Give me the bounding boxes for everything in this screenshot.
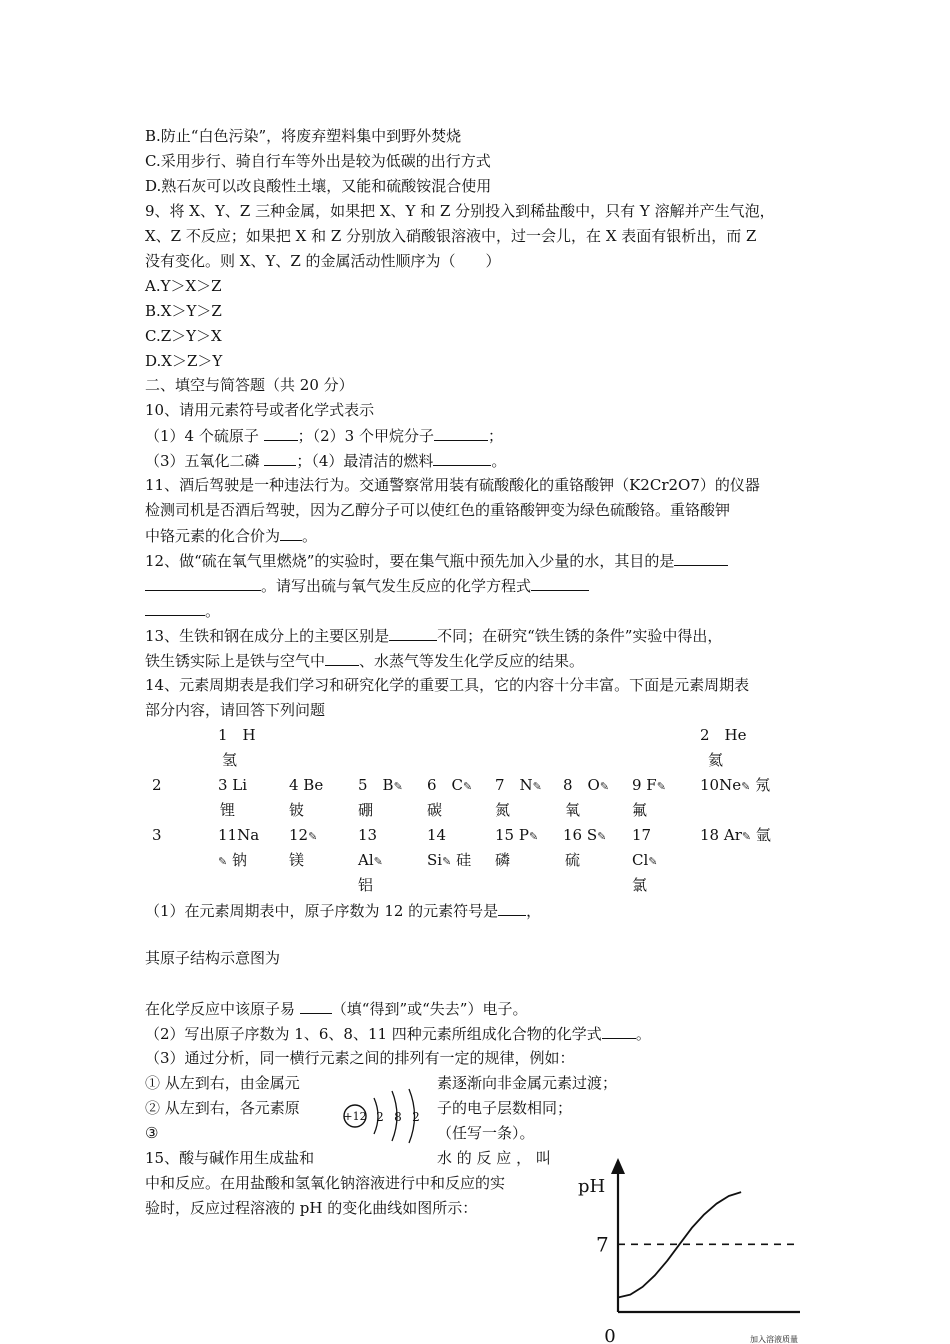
placeholder-glyph-icon: ✎ — [442, 855, 452, 868]
q10-part-6: 。 — [491, 452, 507, 470]
q14-sub1-part-2: ， — [526, 902, 542, 920]
pt-ar-name: 氩 — [755, 826, 771, 844]
pt-f — [632, 775, 671, 797]
pt-ne — [700, 775, 770, 797]
pt-cl-symbol — [632, 850, 662, 872]
answer-blank[interactable] — [280, 525, 302, 541]
placeholder-glyph-icon: ✎ — [656, 780, 666, 793]
pt-period-3: 3 — [152, 826, 162, 844]
pt-o — [563, 775, 614, 797]
rule-3-left: ③ — [145, 1124, 159, 1142]
q10-part-2: ；（2）3 个甲烷分子 — [297, 427, 434, 445]
q9-option-a: A.Y＞X＞Z — [145, 277, 222, 295]
q15-line-2: 中和反应。在用盐酸和氢氧化钠溶液进行中和反应的实 — [145, 1174, 506, 1192]
pt-ne-label: 10Ne — [700, 776, 742, 794]
q14-sub3-line: （3）通过分析，同一横行元素之间的排列有一定的规律，例如： — [145, 1049, 575, 1067]
rule-2-right: 子的电子层数相同； — [437, 1099, 573, 1117]
answer-blank[interactable] — [531, 575, 589, 591]
q13-part-2: 不同；在研究“铁生锈的条件”实验中得出， — [437, 627, 723, 645]
pt-n-label: 7 N — [495, 776, 533, 794]
q11-part-2: 。 — [302, 527, 318, 545]
chart-layer — [578, 1158, 800, 1344]
q10-stem: 10、请用元素符号或者化学式表示 — [145, 401, 375, 419]
pt-c-label: 6 C — [427, 776, 464, 794]
pt-n — [495, 775, 547, 797]
pt-h-number: 1 H — [218, 726, 256, 744]
pt-mg — [289, 825, 322, 847]
q13-line-2 — [145, 650, 584, 671]
pt-na: 11Na — [218, 826, 260, 844]
placeholder-glyph-icon: ✎ — [373, 855, 383, 868]
q14-electron-part-2: （填“得到”或“失去”）电子。 — [331, 1000, 528, 1018]
option-c-line: C.采用步行、骑自行车等外出是较为低碳的出行方式 — [145, 152, 491, 170]
ph-curve-chart — [570, 1150, 800, 1344]
pt-p — [495, 825, 543, 847]
pt-mg-label: 12 — [289, 826, 309, 844]
q14-sub2-part-2: 。 — [635, 1025, 651, 1043]
rule-3-right: （任写一条）。 — [437, 1124, 535, 1142]
mg-atom-structure-diagram — [340, 1083, 432, 1145]
y-axis-arrow-icon — [611, 1158, 625, 1174]
q12-line-3 — [145, 600, 220, 621]
q14-electron-part-1: 在化学反应中该原子易 — [145, 1000, 300, 1018]
pt-f-name: 氟 — [632, 801, 648, 819]
answer-blank[interactable] — [300, 998, 332, 1014]
pt-be-name: 铍 — [289, 801, 305, 819]
q10-part-1: （1）4 个硫原子 — [145, 427, 264, 445]
pt-s-label: 16 S — [563, 826, 598, 844]
placeholder-glyph-icon: ✎ — [597, 830, 607, 843]
pt-ar-label: 18 Ar — [700, 826, 742, 844]
pt-f-label: 9 F — [632, 776, 657, 794]
pt-cl-name: 氯 — [632, 876, 648, 894]
q12-part-2: 。请写出硫与氧气发生反应的化学方程式 — [261, 577, 532, 595]
q15-line-3: 验时，反应过程溶液的 pH 的变化曲线如图所示： — [145, 1199, 478, 1217]
q13-line-1 — [145, 625, 722, 646]
origin-label: 0 — [604, 1326, 616, 1344]
q11-line-1: 11、酒后驾驶是一种违法行为。交通警察常用装有硫酸酸化的重铬酸钾（K2Cr2O7）的仪器 — [145, 476, 760, 494]
rule-2-left: ② 从左到右，各元素原 — [145, 1099, 300, 1117]
rule-1-right: 素逐渐向非金属元素过渡； — [437, 1074, 618, 1092]
section-2-heading: 二、填空与简答题（共 20 分） — [145, 376, 354, 394]
shell-3-count: 2 — [412, 1110, 420, 1124]
x-axis-label: 加入溶液质量 — [750, 1335, 798, 1344]
answer-blank[interactable] — [389, 625, 437, 641]
q9-option-b: B.X＞Y＞Z — [145, 302, 222, 320]
answer-blank[interactable] — [434, 425, 488, 441]
pt-cl: 17 — [632, 826, 652, 844]
option-b-line: B.防止“白色污染”，将废弃塑料集中到野外焚烧 — [145, 127, 462, 145]
pt-period-2: 2 — [152, 776, 162, 794]
pt-o-name: 氧 — [565, 801, 581, 819]
pt-be: 4 Be — [289, 776, 324, 794]
q14-sub1-part-1: （1）在元素周期表中，原子序数为 12 的元素符号是 — [145, 902, 499, 920]
q9-line-2: X、Z 不反应；如果把 X 和 Z 分别放入硝酸银溶液中，过一会儿，在 X 表面有银析出，而 Z — [145, 227, 757, 245]
q10-part-3: ； — [487, 427, 503, 445]
pt-li-name: 锂 — [220, 801, 236, 819]
placeholder-glyph-icon: ✎ — [648, 855, 658, 868]
q13-part-4: 、水蒸气等发生化学反应的结果。 — [359, 652, 585, 670]
ph-7-tick-label: 7 — [596, 1232, 609, 1257]
pt-cl-symbol-text: Cl — [632, 851, 649, 869]
placeholder-glyph-icon: ✎ — [218, 855, 228, 868]
placeholder-glyph-icon: ✎ — [599, 780, 610, 793]
pt-he-number: 2 He — [700, 726, 747, 744]
pt-si-name: 硅 — [456, 851, 472, 869]
pt-p-label: 15 P — [495, 826, 529, 844]
q14-structure-line: 其原子结构示意图为 — [145, 949, 281, 967]
q11-part-1: 中铬元素的化合价为 — [145, 527, 281, 545]
answer-blank[interactable] — [674, 550, 728, 566]
q11-line-3 — [145, 525, 317, 546]
pt-si: 14 — [427, 826, 447, 844]
q9-line-1: 9、将 X、Y、Z 三种金属，如果把 X、Y 和 Z 分别投入到稀盐酸中，只有 Y 溶解并产生气泡， — [145, 202, 775, 220]
pt-c-name: 碳 — [427, 801, 443, 819]
q15-line-1-right: 水 的 反 应 ， 叫 — [437, 1149, 551, 1167]
placeholder-glyph-icon: ✎ — [741, 830, 752, 843]
answer-blank[interactable] — [433, 450, 491, 466]
q14-line-1: 14、元素周期表是我们学习和研究化学的重要工具，它的内容十分丰富。下面是元素周期表 — [145, 676, 750, 694]
pt-o-label: 8 O — [563, 776, 600, 794]
pt-s — [563, 825, 611, 847]
q9-option-d: D.X＞Z＞Y — [145, 352, 223, 370]
q12-part-1: 12、做“硫在氧气里燃烧”的实验时，要在集气瓶中预先加入少量的水，其目的是 — [145, 552, 675, 570]
pt-na-name-text: 钠 — [232, 851, 248, 869]
shell-1-count: 2 — [376, 1110, 384, 1124]
pt-he-name: 氦 — [708, 751, 724, 769]
nucleus-charge: +12 — [343, 1110, 367, 1123]
answer-blank[interactable] — [264, 425, 298, 441]
q10-part-5: ；（4）最清洁的燃料 — [296, 452, 434, 470]
pt-ne-name: 氖 — [755, 776, 771, 794]
q14-sub1-line — [145, 900, 541, 921]
pt-b-name: 硼 — [358, 801, 374, 819]
pt-b-label: 5 B — [358, 776, 394, 794]
answer-blank[interactable] — [325, 650, 359, 666]
answer-blank[interactable] — [145, 575, 261, 591]
pt-p-name: 磷 — [495, 851, 511, 869]
pt-n-name: 氮 — [495, 801, 511, 819]
q13-part-3: 铁生锈实际上是铁与空气中 — [145, 652, 326, 670]
placeholder-glyph-icon: ✎ — [741, 780, 751, 793]
q14-line-2: 部分内容，请回答下列问题 — [145, 701, 326, 719]
q12-line-2 — [145, 575, 589, 596]
pt-al-symbol — [358, 850, 388, 872]
placeholder-glyph-icon: ✎ — [532, 780, 542, 793]
y-axis-label: pH — [578, 1176, 606, 1197]
answer-blank[interactable] — [264, 450, 296, 466]
pt-na-name — [218, 850, 247, 872]
pt-al: 13 — [358, 826, 378, 844]
pt-h-name: 氢 — [222, 751, 238, 769]
shell-2-count: 8 — [394, 1110, 402, 1124]
placeholder-glyph-icon: ✎ — [308, 830, 318, 843]
pt-si-symbol-text: Si — [427, 851, 443, 869]
answer-blank[interactable] — [498, 900, 526, 916]
pt-ar — [700, 825, 771, 847]
q11-line-2: 检测司机是否酒后驾驶，因为乙醇分子可以使红色的重铬酸钾变为绿色硫酸铬。重铬酸钾 — [145, 501, 731, 519]
pt-li: 3 Li — [218, 776, 248, 794]
q12-line-1 — [145, 550, 728, 571]
placeholder-glyph-icon: ✎ — [463, 780, 473, 793]
pt-b — [358, 775, 408, 797]
q14-sub2-part-1: （2）写出原子序数为 1、6、8、11 四种元素所组成化合物的化学式 — [145, 1025, 602, 1043]
option-d-line: D.熟石灰可以改良酸性土壤，又能和硫酸铵混合使用 — [145, 177, 492, 195]
q10-line-2 — [145, 450, 506, 471]
placeholder-glyph-icon: ✎ — [393, 780, 403, 793]
pt-c — [427, 775, 477, 797]
answer-blank[interactable] — [145, 600, 205, 616]
q9-line-3: 没有变化。则 X、Y、Z 的金属活动性顺序为（ ） — [145, 252, 501, 270]
q14-electron-line — [145, 998, 527, 1019]
pt-si-symbol — [427, 850, 471, 872]
pt-al-symbol-text: Al — [358, 851, 374, 869]
rule-1-left: ① 从左到右，由金属元 — [145, 1074, 300, 1092]
q10-part-4: （3）五氧化二磷 — [145, 452, 265, 470]
q12-part-3: 。 — [205, 602, 221, 620]
q10-line-1 — [145, 425, 503, 446]
q15-line-1-left: 15、酸与碱作用生成盐和 — [145, 1149, 315, 1167]
pt-al-name: 铝 — [358, 876, 374, 894]
q14-sub2-line — [145, 1023, 651, 1044]
q13-part-1: 13、生铁和钢在成分上的主要区别是 — [145, 627, 390, 645]
pt-mg-name: 镁 — [289, 851, 305, 869]
placeholder-glyph-icon: ✎ — [528, 830, 539, 843]
pt-s-name: 硫 — [565, 851, 581, 869]
answer-blank[interactable] — [602, 1023, 636, 1039]
q9-option-c: C.Z＞Y＞X — [145, 327, 222, 345]
